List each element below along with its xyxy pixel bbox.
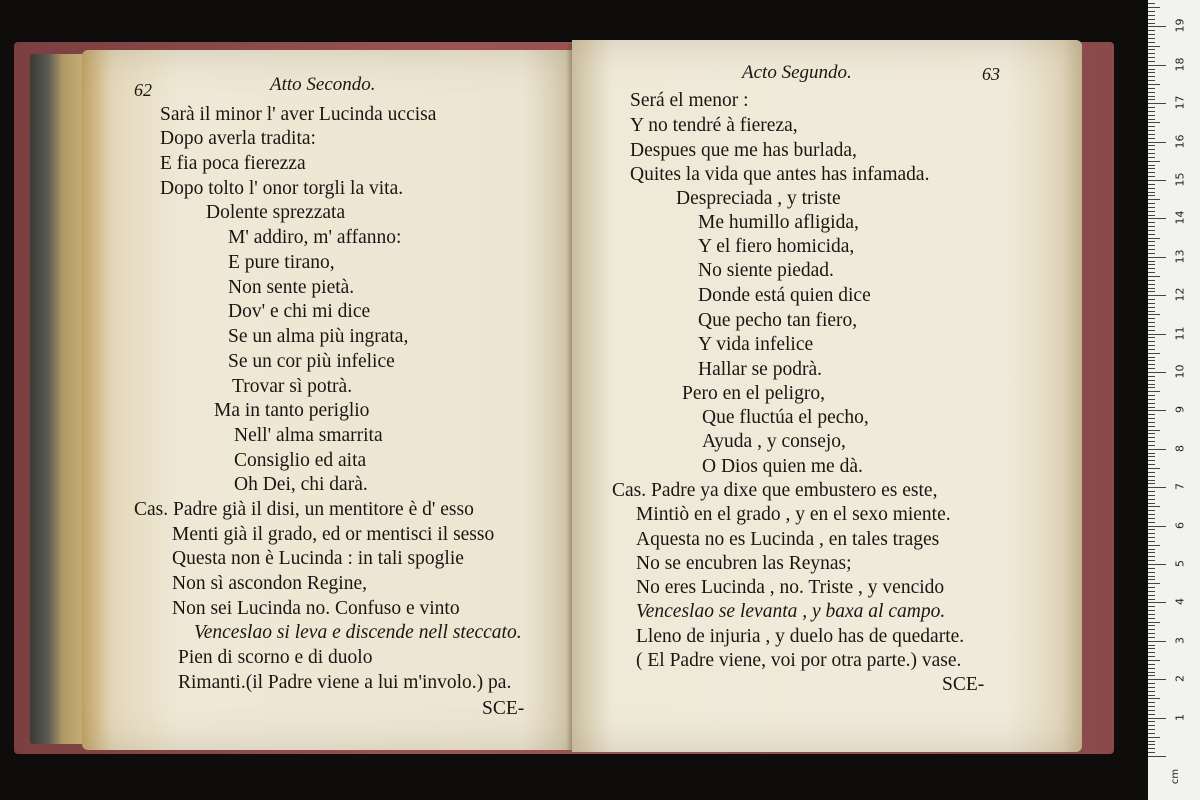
ruler-tick: [1148, 34, 1155, 35]
ruler-tick: [1148, 245, 1155, 246]
ruler-tick: [1148, 280, 1155, 281]
left-page-text-line: Se un cor più infelice: [228, 351, 395, 372]
ruler-tick: [1148, 725, 1155, 726]
left-page-text-line: Sarà il minor l' aver Lucinda uccisa: [160, 104, 437, 125]
ruler-tick: [1148, 230, 1155, 231]
right-page-text-line: Que pecho tan fiero,: [698, 310, 858, 331]
ruler-tick: [1148, 249, 1155, 250]
ruler-tick: [1148, 629, 1155, 630]
ruler-tick: [1148, 84, 1160, 85]
ruler-tick: [1148, 291, 1155, 292]
ruler-number: 12: [1173, 287, 1187, 302]
right-page-text-line: SCE-: [942, 674, 985, 695]
ruler-tick: [1148, 495, 1155, 496]
ruler-tick: [1148, 568, 1155, 569]
ruler-tick: [1148, 384, 1155, 385]
ruler-tick: [1148, 672, 1155, 673]
ruler-tick: [1148, 372, 1166, 373]
ruler-tick: [1148, 107, 1155, 108]
ruler-tick: [1148, 257, 1166, 258]
ruler-tick: [1148, 537, 1155, 538]
ruler-tick: [1148, 99, 1155, 100]
ruler-tick: [1148, 211, 1155, 212]
left-page-text-line: Menti già il grado, ed or mentisci il sesso: [172, 524, 495, 545]
ruler-tick: [1148, 664, 1155, 665]
ruler-tick: [1148, 587, 1155, 588]
ruler-tick: [1148, 180, 1166, 181]
left-page-text-line: Venceslao si leva e discende nell steccato.: [194, 622, 522, 643]
right-page-number: 63: [982, 64, 1000, 84]
right-running-head: Acto Segundo.: [742, 62, 852, 83]
ruler-tick: [1148, 702, 1155, 703]
ruler-tick: [1148, 506, 1160, 507]
right-page-text-line: Venceslao se levanta , y baxa al campo.: [636, 601, 946, 622]
left-page-text-line: Pien di scorno e di duolo: [178, 647, 373, 668]
ruler-tick: [1148, 602, 1166, 603]
ruler-tick: [1148, 433, 1155, 434]
ruler-tick: [1148, 46, 1160, 47]
ruler-tick: [1148, 203, 1155, 204]
ruler-tick: [1148, 503, 1155, 504]
ruler-tick: [1148, 706, 1155, 707]
ruler-tick: [1148, 80, 1155, 81]
ruler-number: 2: [1173, 675, 1187, 683]
ruler-tick: [1148, 480, 1155, 481]
ruler-tick: [1148, 65, 1166, 66]
ruler-tick: [1148, 195, 1155, 196]
ruler-tick: [1148, 111, 1155, 112]
ruler-tick: [1148, 533, 1155, 534]
ruler-number: 11: [1173, 326, 1187, 341]
ruler-tick: [1148, 69, 1155, 70]
ruler-tick: [1148, 142, 1166, 143]
ruler-tick: [1148, 721, 1155, 722]
ruler-tick: [1148, 303, 1155, 304]
ruler-tick: [1148, 576, 1155, 577]
ruler-tick: [1148, 456, 1155, 457]
right-page-text-line: Y no tendré à fiereza,: [630, 115, 798, 136]
ruler-tick: [1148, 15, 1155, 16]
ruler-tick: [1148, 510, 1155, 511]
left-page-text-line: Dopo averla tradita:: [160, 128, 316, 149]
left-page-text-line: Non sente pietà.: [228, 277, 355, 298]
ruler-tick: [1148, 42, 1155, 43]
ruler-tick: [1148, 660, 1160, 661]
right-page-text-line: Hallar se podrà.: [698, 359, 822, 380]
ruler-tick: [1148, 238, 1160, 239]
ruler-tick: [1148, 157, 1155, 158]
ruler-tick: [1148, 618, 1155, 619]
right-page-text-line: O Dios quien me dà.: [702, 456, 863, 477]
ruler-number: 16: [1173, 134, 1187, 149]
ruler-tick: [1148, 526, 1166, 527]
ruler-tick: [1148, 96, 1155, 97]
ruler-tick: [1148, 737, 1160, 738]
ruler-tick: [1148, 115, 1155, 116]
ruler-tick: [1148, 218, 1166, 219]
ruler-tick: [1148, 710, 1155, 711]
ruler-tick: [1148, 57, 1155, 58]
ruler-tick: [1148, 522, 1155, 523]
ruler-unit: cm: [1170, 768, 1182, 785]
right-page-text-line: Despreciada , y triste: [676, 188, 841, 209]
ruler-tick: [1148, 637, 1155, 638]
ruler-tick: [1148, 165, 1155, 166]
ruler-tick: [1148, 668, 1155, 669]
ruler-number: 13: [1173, 249, 1187, 264]
ruler-tick: [1148, 614, 1155, 615]
right-page: [572, 40, 1082, 752]
ruler-tick: [1148, 472, 1155, 473]
ruler-tick: [1148, 387, 1155, 388]
ruler-tick: [1148, 19, 1155, 20]
ruler-tick: [1148, 487, 1166, 488]
ruler-tick: [1148, 687, 1155, 688]
ruler-tick: [1148, 149, 1155, 150]
ruler-tick: [1148, 733, 1155, 734]
ruler-tick: [1148, 414, 1155, 415]
ruler-tick: [1148, 518, 1155, 519]
left-page-text-line: Cas. Padre già il disi, un mentitore è d' esso: [134, 499, 474, 520]
ruler-tick: [1148, 752, 1155, 753]
ruler-tick: [1148, 591, 1155, 592]
ruler-tick: [1148, 92, 1155, 93]
right-page-text-line: Pero en el peligro,: [682, 383, 825, 404]
ruler-tick: [1148, 261, 1155, 262]
ruler-tick: [1148, 410, 1166, 411]
left-page-text-line: Rimanti.(il Padre viene a lui m'involo.) pa.: [178, 672, 512, 693]
right-page-text-line: Y el fiero homicida,: [698, 236, 855, 257]
left-page: [82, 50, 572, 750]
right-page-text-line: Cas. Padre ya dixe que embustero es este,: [612, 480, 938, 501]
ruler-tick: [1148, 330, 1155, 331]
ruler-tick: [1148, 357, 1155, 358]
ruler-tick: [1148, 464, 1155, 465]
right-page-text-line: No siente piedad.: [698, 260, 834, 281]
left-page-text-line: Trovar sì potrà.: [232, 376, 353, 397]
ruler-tick: [1148, 88, 1155, 89]
ruler-tick: [1148, 161, 1160, 162]
ruler-tick: [1148, 449, 1166, 450]
ruler-number: 14: [1173, 210, 1187, 225]
ruler-tick: [1148, 491, 1155, 492]
ruler-tick: [1148, 652, 1155, 653]
ruler-tick: [1148, 395, 1155, 396]
ruler-tick: [1148, 23, 1155, 24]
right-page-text-line: Aquesta no es Lucinda , en tales trages: [636, 529, 940, 550]
ruler-tick: [1148, 345, 1155, 346]
ruler-tick: [1148, 215, 1155, 216]
ruler-tick: [1148, 572, 1155, 573]
ruler-number: 17: [1173, 95, 1187, 110]
ruler-tick: [1148, 403, 1155, 404]
ruler-tick: [1148, 264, 1155, 265]
ruler-tick: [1148, 26, 1166, 27]
left-page-text-line: Consiglio ed aita: [234, 450, 367, 471]
ruler-tick: [1148, 53, 1155, 54]
ruler-tick: [1148, 476, 1155, 477]
ruler-tick: [1148, 3, 1155, 4]
ruler-tick: [1148, 714, 1155, 715]
left-page-text-line: M' addiro, m' affanno:: [228, 227, 402, 248]
ruler-tick: [1148, 556, 1155, 557]
ruler-tick: [1148, 741, 1155, 742]
measurement-ruler: [1148, 0, 1200, 800]
ruler-tick: [1148, 549, 1155, 550]
ruler-tick: [1148, 748, 1155, 749]
left-page-text-line: Non sì ascondon Regine,: [172, 573, 367, 594]
ruler-tick: [1148, 418, 1155, 419]
ruler-tick: [1148, 698, 1160, 699]
ruler-tick: [1148, 441, 1155, 442]
ruler-tick: [1148, 541, 1155, 542]
ruler-tick: [1148, 391, 1160, 392]
ruler-tick: [1148, 606, 1155, 607]
ruler-tick: [1148, 284, 1155, 285]
ruler-tick: [1148, 307, 1155, 308]
right-page-text-line: Donde está quien dice: [698, 285, 871, 306]
ruler-tick: [1148, 376, 1155, 377]
ruler-number: 1: [1173, 713, 1187, 721]
ruler-tick: [1148, 360, 1155, 361]
ruler-tick: [1148, 426, 1155, 427]
ruler-number: 3: [1173, 636, 1187, 644]
ruler-tick: [1148, 483, 1155, 484]
ruler-tick: [1148, 756, 1166, 757]
ruler-number: 19: [1173, 18, 1187, 33]
ruler-tick: [1148, 38, 1155, 39]
ruler-tick: [1148, 276, 1160, 277]
ruler-tick: [1148, 514, 1155, 515]
ruler-tick: [1148, 134, 1155, 135]
ruler-tick: [1148, 153, 1155, 154]
ruler-tick: [1148, 326, 1155, 327]
ruler-number: 6: [1173, 521, 1187, 529]
ruler-tick: [1148, 399, 1155, 400]
ruler-tick: [1148, 188, 1155, 189]
ruler-tick: [1148, 633, 1155, 634]
ruler-tick: [1148, 625, 1155, 626]
ruler-tick: [1148, 595, 1155, 596]
ruler-tick: [1148, 364, 1155, 365]
ruler-number: 5: [1173, 560, 1187, 567]
ruler-tick: [1148, 207, 1155, 208]
right-page-text-line: Que fluctúa el pecho,: [702, 407, 869, 428]
ruler-tick: [1148, 176, 1155, 177]
ruler-tick: [1148, 72, 1155, 73]
left-page-text-line: Dov' e chi mi dice: [228, 301, 371, 322]
ruler-tick: [1148, 241, 1155, 242]
ruler-tick: [1148, 641, 1166, 642]
ruler-tick: [1148, 103, 1166, 104]
right-page-text-line: Ayuda , y consejo,: [702, 431, 846, 452]
ruler-tick: [1148, 545, 1160, 546]
ruler-tick: [1148, 453, 1155, 454]
left-running-head: Atto Secondo.: [270, 74, 376, 95]
ruler-tick: [1148, 407, 1155, 408]
ruler-tick: [1148, 253, 1155, 254]
ruler-tick: [1148, 184, 1155, 185]
right-page-text-line: Quites la vida que antes has infamada.: [630, 164, 930, 185]
ruler-tick: [1148, 288, 1155, 289]
ruler-tick: [1148, 168, 1155, 169]
ruler-tick: [1148, 560, 1155, 561]
ruler-tick: [1148, 314, 1160, 315]
right-page-text-line: Lleno de injuria , y duelo has de quedarte.: [636, 626, 965, 647]
ruler-tick: [1148, 610, 1155, 611]
ruler-tick: [1148, 222, 1155, 223]
left-page-text-line: Non sei Lucinda no. Confuso e vinto: [172, 598, 460, 619]
ruler-tick: [1148, 234, 1155, 235]
left-page-text-line: Dopo tolto l' onor torgli la vita.: [160, 178, 404, 199]
ruler-tick: [1148, 122, 1160, 123]
ruler-tick: [1148, 744, 1155, 745]
ruler-tick: [1148, 295, 1166, 296]
ruler-tick: [1148, 226, 1155, 227]
ruler-tick: [1148, 126, 1155, 127]
right-page-text-line: Me humillo afligida,: [698, 212, 859, 233]
left-page-text-line: SCE-: [482, 698, 525, 719]
ruler-tick: [1148, 729, 1155, 730]
left-page-text-line: Nell' alma smarrita: [234, 425, 383, 446]
ruler-tick: [1148, 192, 1155, 193]
left-page-text-line: Oh Dei, chi darà.: [234, 474, 368, 495]
ruler-tick: [1148, 138, 1155, 139]
ruler-tick: [1148, 445, 1155, 446]
ruler-tick: [1148, 334, 1166, 335]
ruler-tick: [1148, 430, 1160, 431]
ruler-tick: [1148, 268, 1155, 269]
right-page-text-line: Y vida infelice: [698, 334, 814, 355]
left-page-text-line: Questa non è Lucinda : in tali spoglie: [172, 548, 464, 569]
right-page-text-line: Será el menor :: [630, 90, 749, 111]
ruler-tick: [1148, 7, 1160, 8]
ruler-tick: [1148, 145, 1155, 146]
ruler-number: 4: [1173, 598, 1187, 606]
left-page-text-line: E fia poca fierezza: [160, 153, 306, 174]
ruler-tick: [1148, 11, 1155, 12]
left-page-text-line: Ma in tanto periglio: [214, 400, 370, 421]
left-page-number: 62: [134, 80, 152, 100]
left-page-text-line: E pure tirano,: [228, 252, 335, 273]
ruler-tick: [1148, 76, 1155, 77]
ruler-tick: [1148, 599, 1155, 600]
ruler-tick: [1148, 119, 1155, 120]
ruler-tick: [1148, 172, 1155, 173]
left-page-text-line: Se un alma più ingrata,: [228, 326, 409, 347]
ruler-tick: [1148, 349, 1155, 350]
right-page-text-line: No eres Lucinda , no. Triste , y vencido: [636, 577, 945, 598]
ruler-tick: [1148, 422, 1155, 423]
ruler-tick: [1148, 679, 1166, 680]
ruler-tick: [1148, 272, 1155, 273]
ruler-tick: [1148, 322, 1155, 323]
ruler-tick: [1148, 299, 1155, 300]
ruler-number: 9: [1173, 406, 1187, 414]
ruler-tick: [1148, 683, 1155, 684]
ruler-tick: [1148, 30, 1155, 31]
ruler-tick: [1148, 529, 1155, 530]
ruler-tick: [1148, 130, 1155, 131]
right-page-text-line: ( El Padre viene, voi por otra parte.) vase.: [636, 650, 962, 671]
ruler-tick: [1148, 675, 1155, 676]
ruler-tick: [1148, 380, 1155, 381]
ruler-tick: [1148, 318, 1155, 319]
ruler-tick: [1148, 353, 1160, 354]
ruler-tick: [1148, 49, 1155, 50]
ruler-number: 7: [1173, 483, 1187, 491]
ruler-tick: [1148, 691, 1155, 692]
ruler-tick: [1148, 648, 1155, 649]
ruler-tick: [1148, 199, 1160, 200]
ruler-tick: [1148, 645, 1155, 646]
left-page-text-line: Dolente sprezzata: [206, 202, 346, 223]
ruler-tick: [1148, 564, 1166, 565]
ruler-tick: [1148, 311, 1155, 312]
ruler-tick: [1148, 437, 1155, 438]
ruler-tick: [1148, 583, 1160, 584]
ruler-tick: [1148, 341, 1155, 342]
ruler-tick: [1148, 368, 1155, 369]
ruler-tick: [1148, 61, 1155, 62]
ruler-tick: [1148, 579, 1155, 580]
ruler-tick: [1148, 460, 1155, 461]
ruler-number: 8: [1173, 444, 1187, 452]
right-page-text-line: No se encubren las Reynas;: [636, 553, 852, 574]
ruler-number: 15: [1173, 172, 1187, 187]
ruler-number: 10: [1173, 364, 1187, 379]
ruler-tick: [1148, 695, 1155, 696]
ruler-tick: [1148, 622, 1160, 623]
right-page-text-line: Mintiò en el grado , y en el sexo miente.: [636, 504, 951, 525]
page-block-edge: [30, 54, 90, 744]
ruler-tick: [1148, 468, 1160, 469]
ruler-tick: [1148, 337, 1155, 338]
ruler-tick: [1148, 656, 1155, 657]
ruler-tick: [1148, 718, 1166, 719]
right-page-text-line: Despues que me has burlada,: [630, 140, 857, 161]
ruler-tick: [1148, 552, 1155, 553]
ruler-tick: [1148, 499, 1155, 500]
ruler-number: 18: [1173, 57, 1187, 72]
